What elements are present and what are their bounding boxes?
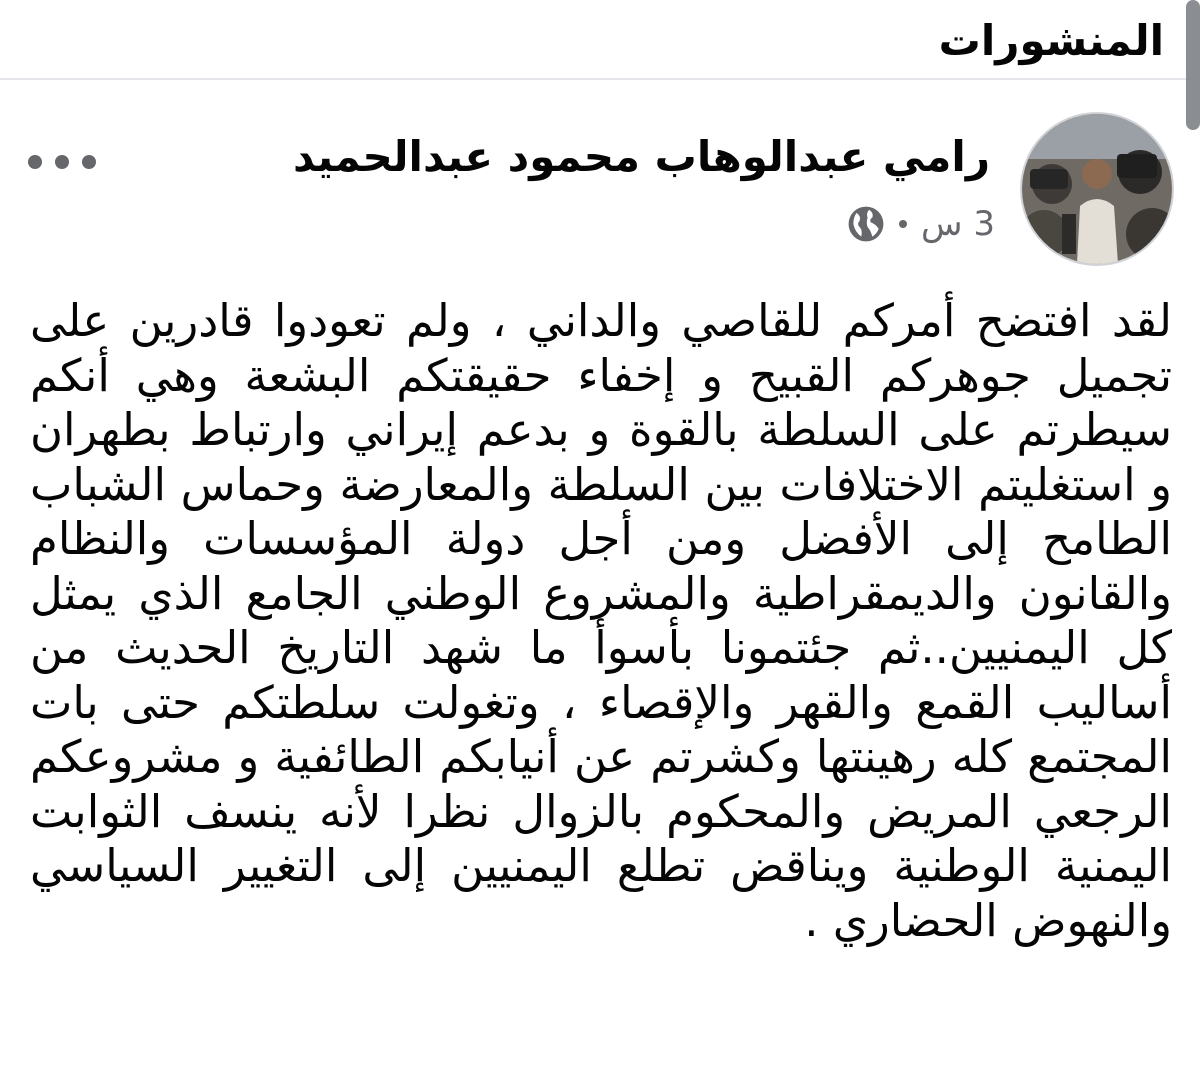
more-dot-icon	[82, 155, 96, 169]
separator-dot	[899, 220, 907, 228]
more-dot-icon	[28, 155, 42, 169]
posts-header	[0, 0, 1200, 80]
avatar-photo	[1022, 114, 1172, 264]
author-name[interactable]: رامي عبدالوهاب محمود عبدالحميد	[292, 132, 990, 181]
post-header	[0, 100, 1200, 280]
avatar[interactable]	[1020, 112, 1174, 266]
globe-icon[interactable]	[847, 205, 885, 243]
more-dot-icon	[55, 155, 69, 169]
post-text: لقد افتضح أمركم للقاصي والداني ، ولم تعودوا قادرين على تجميل جوهركم القبيح و إخفاء حقيقتكم البشعة وهي أنكم سيطرتم على السلطة بالقوة و بدعم إيراني وارتباط بطهران و استغليتم الاختلافات بين السلطة والمعارضة وحماس الشباب الطامح إلى الأفضل ومن أجل دولة المؤسسات والنظام والقانون والديمقراطية والمشروع الوطني الجامع الذي يمثل كل اليمنيين..ثم جئتمونا بأسوأ ما شهد التاريخ الحديث من أساليب القمع والقهر والإقصاء ، وتغولت سلطتكم حتى بات المجتمع كله رهينتها وكشرتم عن أنيابكم الطائفية و مشروعكم الرجعي المريض والمحكوم بالزوال نظرا لأنه ينسف الثوابت اليمنية الوطنية ويناقض تطلع اليمنيين إلى التغيير السياسي والنهوض الحضاري .	[30, 294, 1172, 947]
post-meta	[847, 200, 995, 248]
more-options-button[interactable]	[28, 148, 96, 176]
section-title: المنشورات	[938, 16, 1164, 65]
post-time[interactable]: 3 س	[921, 204, 995, 244]
